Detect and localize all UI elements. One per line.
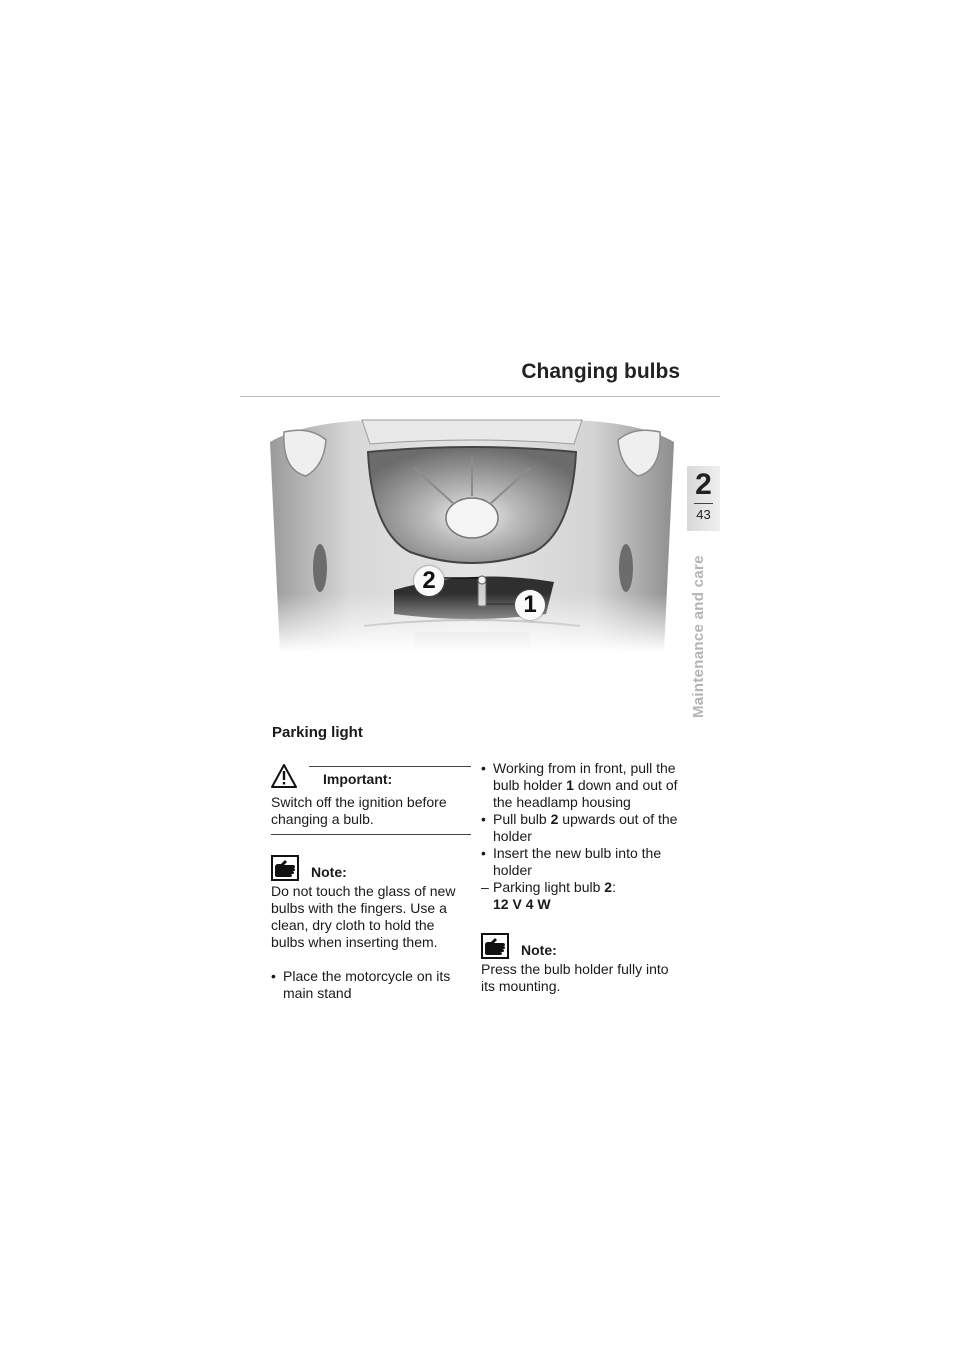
chapter-divider [694,503,713,504]
title-divider [240,396,720,397]
important-label: Important: [323,771,393,787]
section-heading: Parking light [272,724,363,741]
note-text: Do not touch the glass of new bulbs with the fingers. Use a clean, dry cloth to hold the bulbs when inserting them. [271,883,456,950]
note-header-2 [481,933,681,959]
note-label-2: Note: [521,942,557,958]
note-text-2: Press the bulb holder fully into its mounting. [481,961,669,994]
note-hand-icon [481,933,509,959]
page-number: 43 [696,507,711,522]
chapter-tab [687,466,720,531]
motorcycle-front-illustration [264,418,680,652]
motorcycle-front-photo [264,418,680,652]
step-main-stand: • Place the motorcycle on its main stand [271,968,451,1001]
step-pull-bulb: • Pull bulb 2 upwards out of the holder [481,811,678,844]
callout-1: 1 [515,590,545,620]
warning-triangle-icon [271,764,297,788]
right-column [481,760,681,995]
note-hand-icon [271,855,299,881]
bulb-spec: – Parking light bulb 2: 12 V 4 W [481,879,616,912]
bulb-spec-value: 12 V 4 W [493,896,551,912]
important-text: Switch off the ignition before changing a bulb. [271,794,447,827]
important-top-rule [309,766,471,767]
note-header [271,855,471,881]
step-insert-bulb: • Insert the new bulb into the holder [481,845,662,878]
left-column [271,764,471,1002]
chapter-number: 2 [695,468,712,501]
step-pull-holder: • Working from in front, pull the bulb holder 1 down and out of the headlamp housing [481,760,678,810]
note-label: Note: [311,864,347,880]
page-title: Changing bulbs [521,360,680,383]
important-notice-header [271,764,471,788]
section-side-label: Maintenance and care [690,555,707,718]
callout-2: 2 [414,566,444,596]
